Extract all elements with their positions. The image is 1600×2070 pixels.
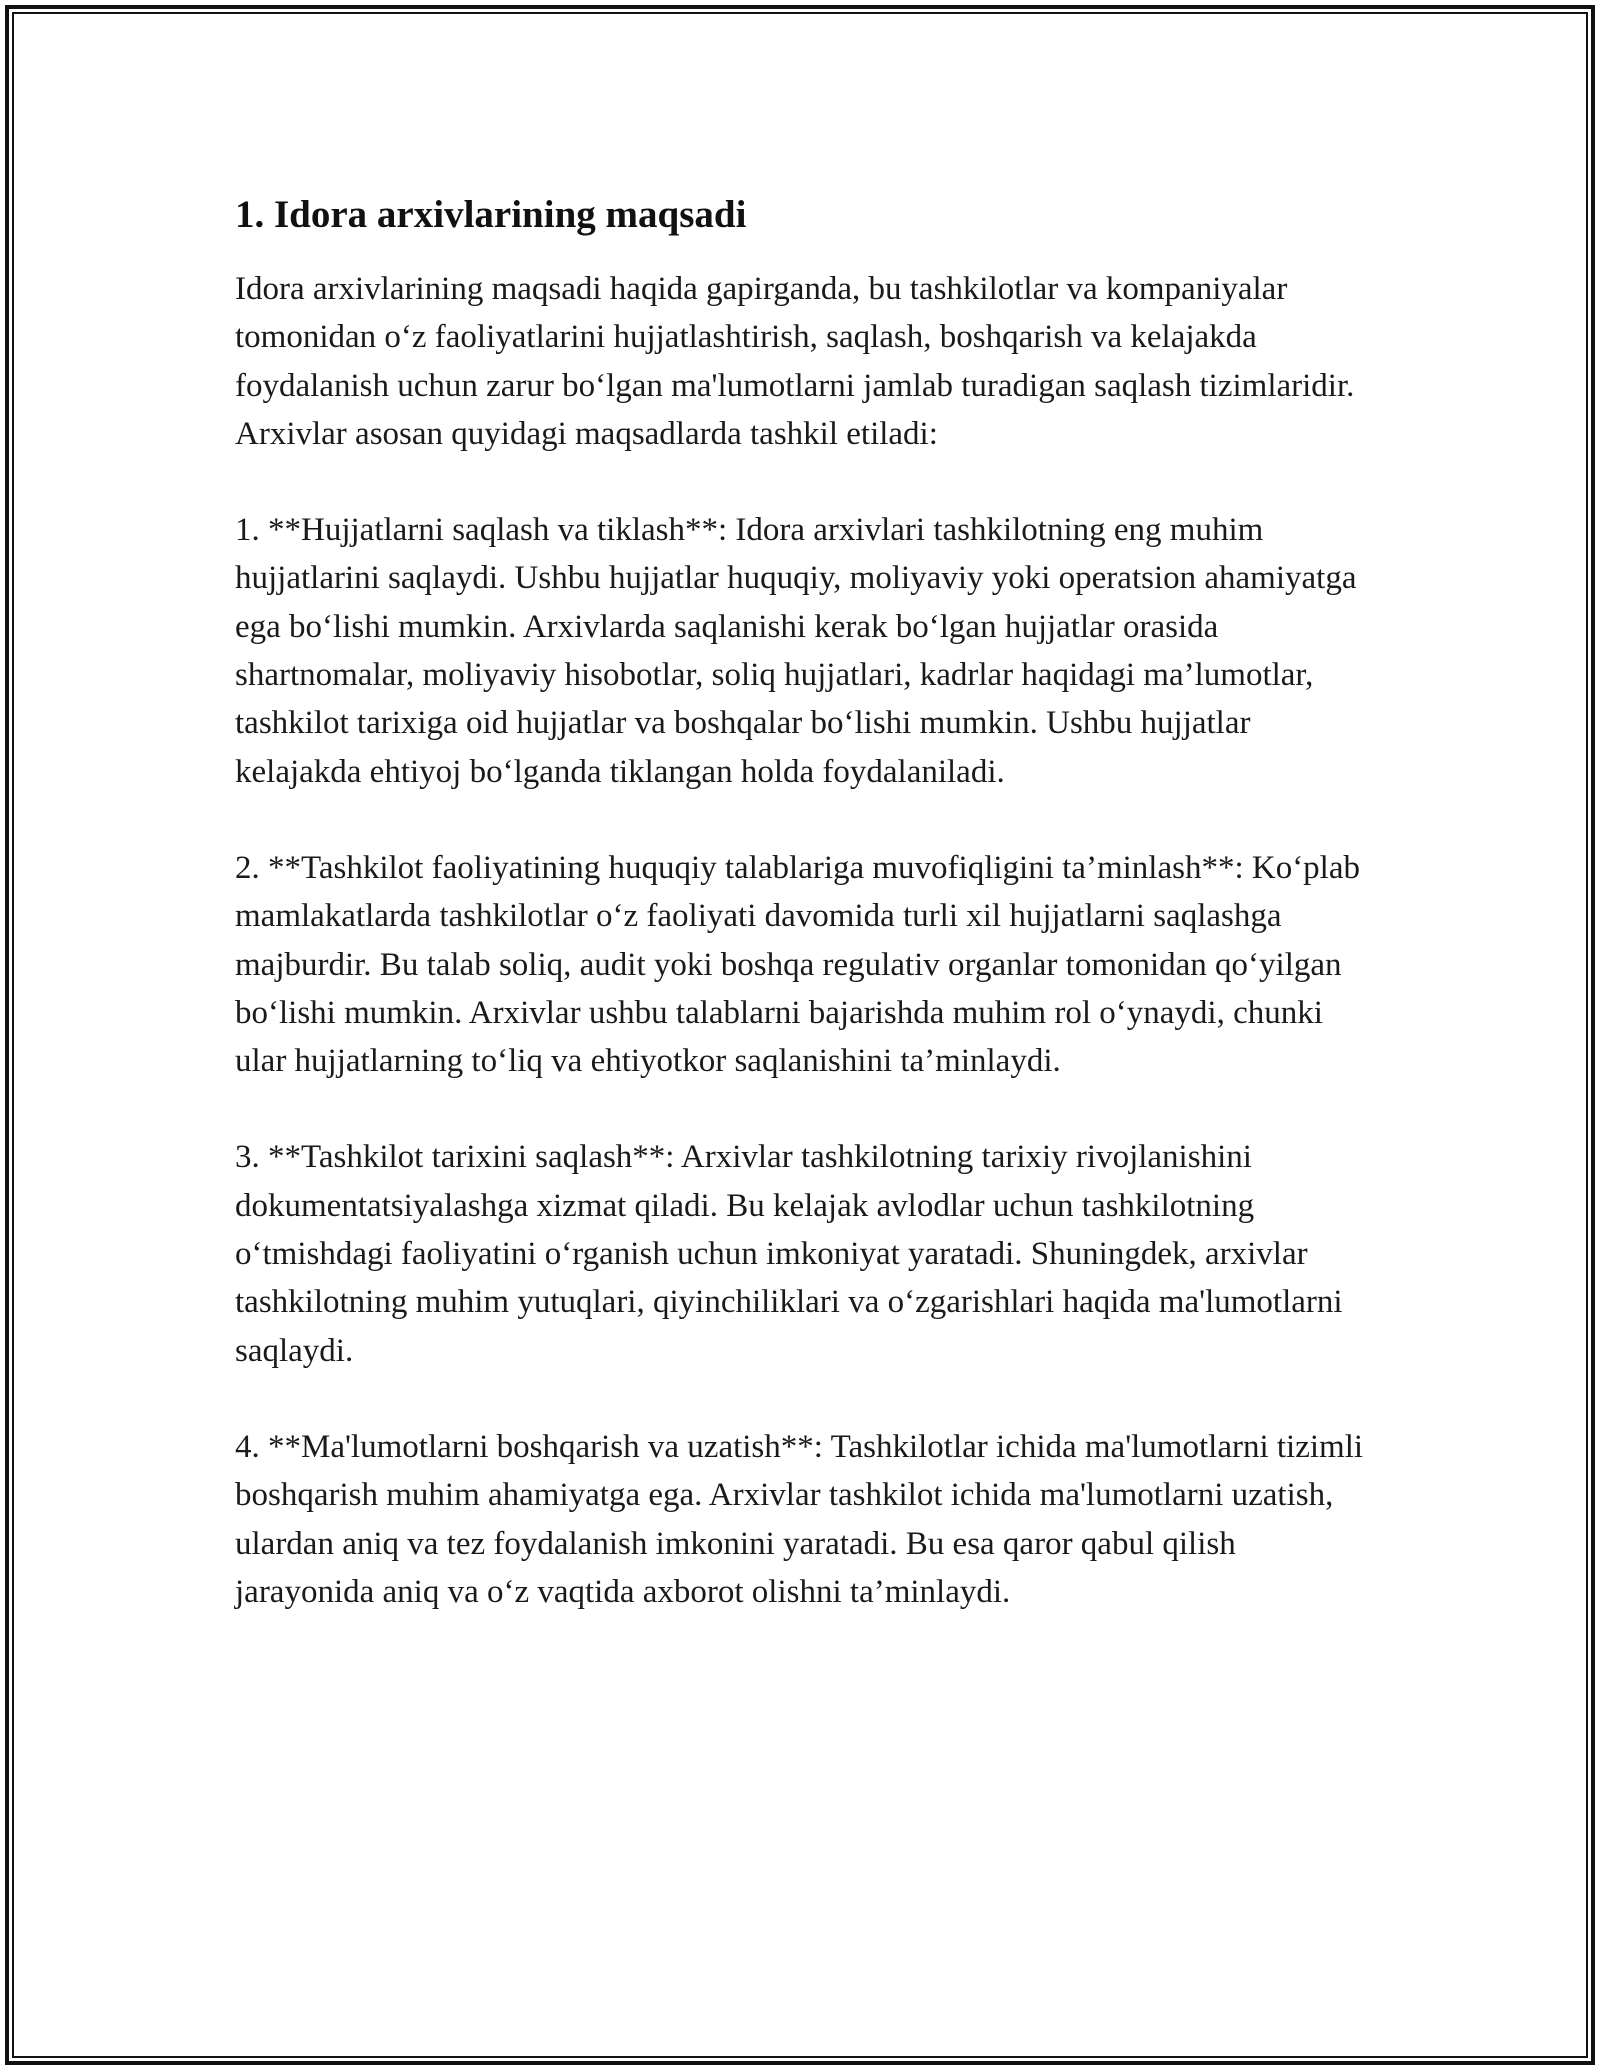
list-item-document-storage: 1. **Hujjatlarni saqlash va tiklash**: Idora arxivlari tashkilotning eng muhim hujjatlarini saqlaydi. Ushbu hujjatlar huquqiy, moliyaviy yoki operatsion ahamiyatga ega bo‘lishi mumkin. Arxivlarda saqlanishi kerak bo‘lgan hujjatlar orasida shartnomalar, moliyaviy hisobotlar, soliq hujjatlari, kadrlar haqidagi ma’lumotlar, tashkilot tarixiga oid hujjatlar va boshqalar bo‘lishi mumkin. Ushbu hujjatlar kelajakda ehtiyoj bo‘lganda tiklangan holda foydalaniladi.	[235, 512, 1357, 790]
list-item-history-preservation: 3. **Tashkilot tarixini saqlash**: Arxivlar tashkilotning tarixiy rivojlanishini dokumentatsiyalashga xizmat qiladi. Bu kelajak avlodlar uchun tashkilotning o‘tmishdagi faoliyatini o‘rganish uchun imkoniyat yaratadi. Shuningdek, arxivlar tashkilotning muhim yutuqlari, qiyinchiliklari va o‘zgarishlari haqida ma'lumotlarni saqlaydi.	[235, 1139, 1343, 1369]
document-body	[235, 185, 1370, 1664]
section-heading: 1. Idora arxivlarining maqsadi	[235, 193, 747, 236]
list-item-information-management: 4. **Ma'lumotlarni boshqarish va uzatish**: Tashkilotlar ichida ma'lumotlarni tizimli boshqarish muhim ahamiyatga ega. Arxivlar tashkilot ichida ma'lumotlarni uzatish, ulardan aniq va tez foydalanish imkonini yaratadi. Bu esa qaror qabul qilish jarayonida aniq va o‘z vaqtida axborot olishni ta’minlaydi.	[235, 1428, 1364, 1610]
intro-paragraph: Idora arxivlarining maqsadi haqida gapirganda, bu tashkilotlar va kompaniyalar tomonidan o‘z faoliyatlarini hujjatlashtirish, saqlash, boshqarish va kelajakda foydalanish uchun zarur bo‘lgan ma'lumotlarni jamlab turadigan saqlash tizimlaridir. Arxivlar asosan quyidagi maqsadlarda tashkil etiladi:	[235, 271, 1355, 452]
list-item-legal-compliance: 2. **Tashkilot faoliyatining huquqiy talablariga muvofiqligini ta’minlash**: Ko‘plab mamlakatlarda tashkilotlar o‘z faoliyati davomida turli xil hujjatlarni saqlashga majburdir. Bu talab soliq, audit yoki boshqa regulativ organlar tomonidan qo‘yilgan bo‘lishi mumkin. Arxivlar ushbu talablarni bajarishda muhim rol o‘ynaydi, chunki ular hujjatlarning to‘liq va ehtiyotkor saqlanishini ta’minlaydi.	[235, 849, 1360, 1080]
